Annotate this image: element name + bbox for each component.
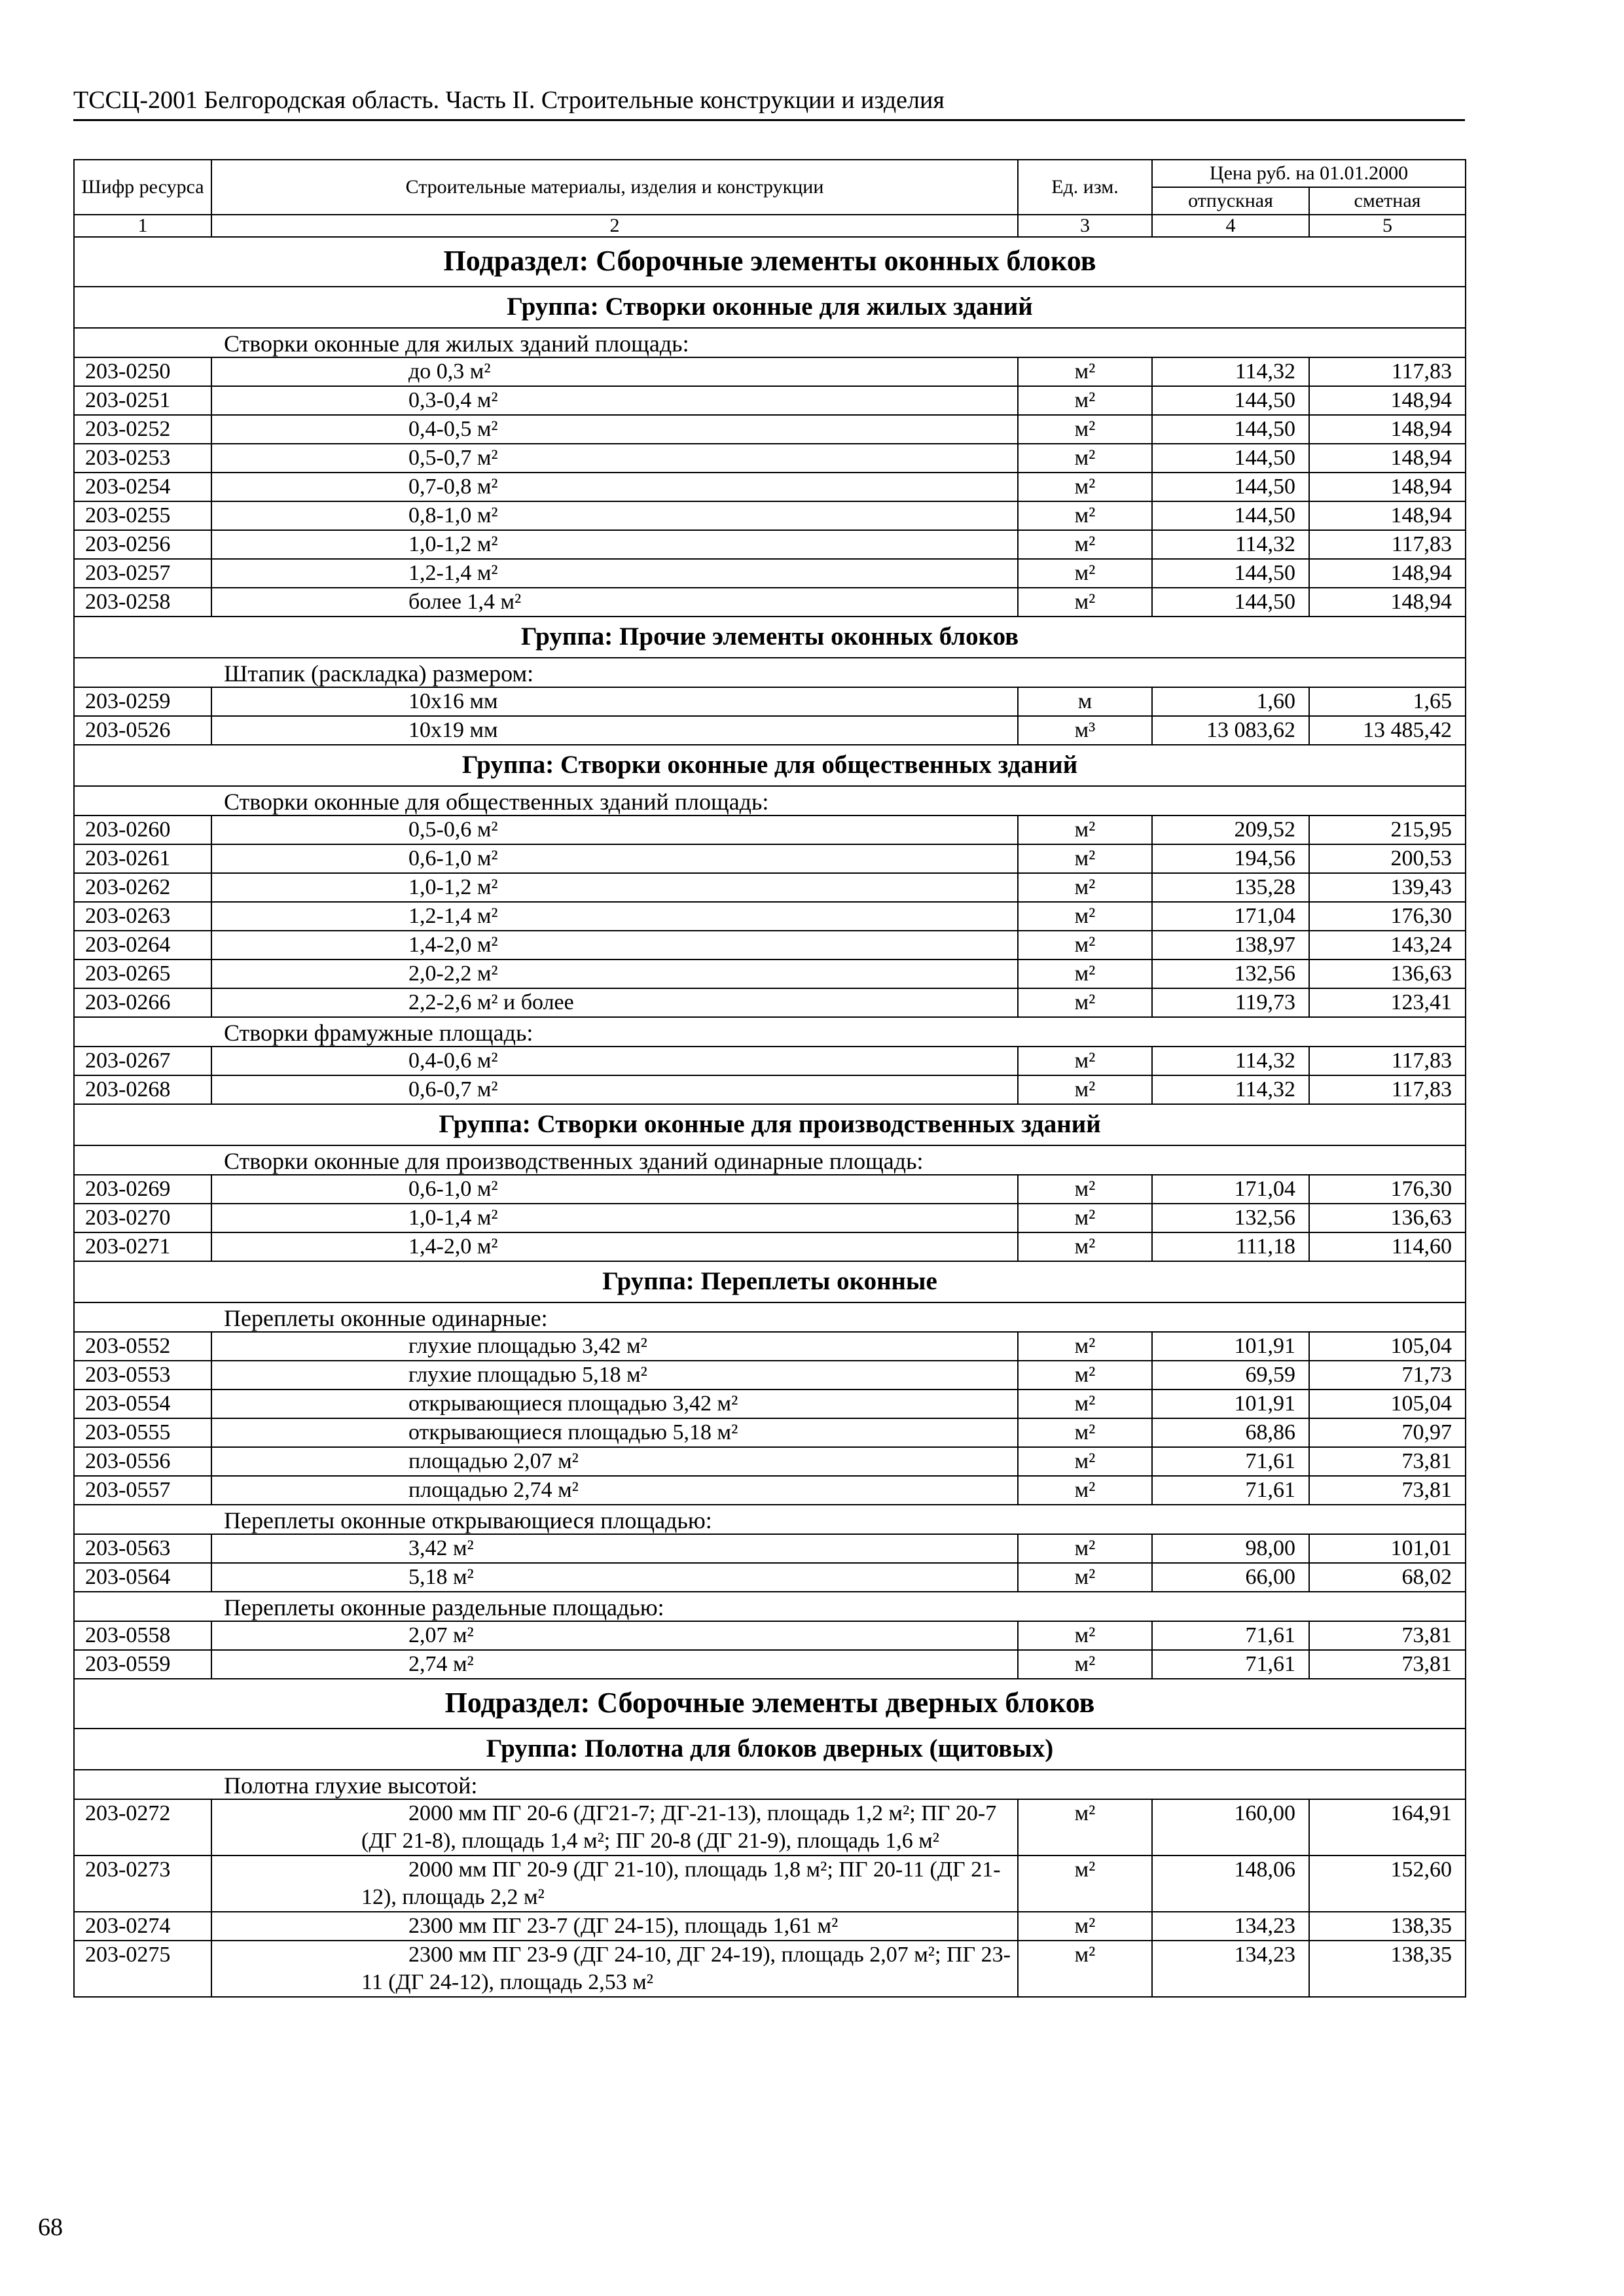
unit-cell: м² xyxy=(1018,386,1152,415)
item-name: открывающиеся площадью 5,18 м² xyxy=(211,1418,1018,1447)
estimate-price: 215,95 xyxy=(1309,816,1466,844)
category-caption: Створки оконные для общественных зданий площадь: xyxy=(74,786,1466,816)
item-name: 0,6-0,7 м² xyxy=(211,1075,1018,1104)
estimate-price: 139,43 xyxy=(1309,873,1466,902)
category-row xyxy=(74,1145,1466,1175)
unit-cell: м² xyxy=(1018,1232,1152,1261)
resource-code: 203-0261 xyxy=(74,844,211,873)
category-row xyxy=(74,1017,1466,1047)
unit-cell: м² xyxy=(1018,1332,1152,1361)
item-name: 2300 мм ПГ 23-7 (ДГ 24-15), площадь 1,61 м² xyxy=(211,1912,1018,1941)
estimate-price: 117,83 xyxy=(1309,530,1466,559)
group-heading: Группа: Створки оконные для жилых зданий xyxy=(74,287,1466,328)
estimate-price: 164,91 xyxy=(1309,1799,1466,1856)
resource-code: 203-0259 xyxy=(74,687,211,716)
release-price: 134,23 xyxy=(1152,1941,1309,1997)
estimate-price: 148,94 xyxy=(1309,386,1466,415)
unit-cell: м² xyxy=(1018,1447,1152,1476)
subsection-row xyxy=(74,237,1466,287)
table-row xyxy=(74,473,1466,501)
group-heading: Группа: Прочие элементы оконных блоков xyxy=(74,617,1466,658)
release-price: 144,50 xyxy=(1152,386,1309,415)
resource-code: 203-0270 xyxy=(74,1204,211,1232)
category-row xyxy=(74,786,1466,816)
item-name: открывающиеся площадью 3,42 м² xyxy=(211,1390,1018,1418)
estimate-price: 148,94 xyxy=(1309,444,1466,473)
release-price: 111,18 xyxy=(1152,1232,1309,1261)
estimate-price: 148,94 xyxy=(1309,588,1466,617)
category-row xyxy=(74,658,1466,687)
item-name: 10х16 мм xyxy=(211,687,1018,716)
category-row xyxy=(74,1302,1466,1332)
resource-code: 203-0555 xyxy=(74,1418,211,1447)
unit-cell: м² xyxy=(1018,1621,1152,1650)
unit-cell: м² xyxy=(1018,1418,1152,1447)
table-row xyxy=(74,873,1466,902)
release-price: 135,28 xyxy=(1152,873,1309,902)
estimate-price: 70,97 xyxy=(1309,1418,1466,1447)
resource-code: 203-0559 xyxy=(74,1650,211,1679)
item-name: 2300 мм ПГ 23-9 (ДГ 24-10, ДГ 24-19), площадь 2,07 м²; ПГ 23-11 (ДГ 24-12), площадь 2,53 м² xyxy=(211,1941,1018,1997)
resource-code: 203-0253 xyxy=(74,444,211,473)
resource-code: 203-0564 xyxy=(74,1563,211,1592)
estimate-price: 105,04 xyxy=(1309,1390,1466,1418)
table-row xyxy=(74,1047,1466,1075)
estimate-price: 136,63 xyxy=(1309,1204,1466,1232)
unit-cell: м² xyxy=(1018,444,1152,473)
item-name: 0,4-0,5 м² xyxy=(211,415,1018,444)
unit-cell: м² xyxy=(1018,1047,1152,1075)
item-name: 1,0-1,4 м² xyxy=(211,1204,1018,1232)
item-name: 1,2-1,4 м² xyxy=(211,559,1018,588)
unit-cell: м² xyxy=(1018,588,1152,617)
subsection-heading: Подраздел: Сборочные элементы дверных блоков xyxy=(74,1679,1466,1729)
unit-cell: м² xyxy=(1018,873,1152,902)
release-price: 132,56 xyxy=(1152,960,1309,988)
table-row xyxy=(74,1418,1466,1447)
release-price: 71,61 xyxy=(1152,1447,1309,1476)
item-name: 0,5-0,7 м² xyxy=(211,444,1018,473)
release-price: 160,00 xyxy=(1152,1799,1309,1856)
col-header-unit: Ед. изм. xyxy=(1018,160,1152,215)
release-price: 71,61 xyxy=(1152,1476,1309,1505)
unit-cell: м² xyxy=(1018,1390,1152,1418)
resource-code: 203-0556 xyxy=(74,1447,211,1476)
release-price: 114,32 xyxy=(1152,1047,1309,1075)
release-price: 148,06 xyxy=(1152,1856,1309,1912)
resource-code: 203-0269 xyxy=(74,1175,211,1204)
table-row xyxy=(74,415,1466,444)
table-row xyxy=(74,1621,1466,1650)
table-row xyxy=(74,1232,1466,1261)
unit-cell: м xyxy=(1018,687,1152,716)
col-header-price: Цена руб. на 01.01.2000 xyxy=(1152,160,1466,187)
group-row xyxy=(74,745,1466,786)
subsection-heading: Подраздел: Сборочные элементы оконных блоков xyxy=(74,237,1466,287)
unit-cell: м² xyxy=(1018,559,1152,588)
item-name: глухие площадью 5,18 м² xyxy=(211,1361,1018,1390)
group-heading: Группа: Створки оконные для производственных зданий xyxy=(74,1104,1466,1145)
item-name: 2,2-2,6 м² и более xyxy=(211,988,1018,1017)
table-row xyxy=(74,988,1466,1017)
resource-code: 203-0262 xyxy=(74,873,211,902)
table-row xyxy=(74,1912,1466,1941)
unit-cell: м² xyxy=(1018,1204,1152,1232)
release-price: 132,56 xyxy=(1152,1204,1309,1232)
unit-cell: м² xyxy=(1018,1476,1152,1505)
release-price: 101,91 xyxy=(1152,1332,1309,1361)
estimate-price: 148,94 xyxy=(1309,559,1466,588)
resource-code: 203-0251 xyxy=(74,386,211,415)
group-heading: Группа: Переплеты оконные xyxy=(74,1261,1466,1302)
estimate-price: 143,24 xyxy=(1309,931,1466,960)
table-row xyxy=(74,816,1466,844)
estimate-price: 114,60 xyxy=(1309,1232,1466,1261)
resource-code: 203-0553 xyxy=(74,1361,211,1390)
item-name: 1,4-2,0 м² xyxy=(211,931,1018,960)
table-row xyxy=(74,902,1466,931)
category-caption: Створки оконные для жилых зданий площадь: xyxy=(74,328,1466,357)
running-header: ТССЦ-2001 Белгородская область. Часть II. Строительные конструкции и изделия xyxy=(73,84,1465,121)
resource-code: 203-0563 xyxy=(74,1534,211,1563)
release-price: 71,61 xyxy=(1152,1621,1309,1650)
resource-code: 203-0255 xyxy=(74,501,211,530)
item-name: 2,0-2,2 м² xyxy=(211,960,1018,988)
resource-code: 203-0274 xyxy=(74,1912,211,1941)
estimate-price: 73,81 xyxy=(1309,1447,1466,1476)
estimate-price: 148,94 xyxy=(1309,473,1466,501)
table-row xyxy=(74,444,1466,473)
unit-cell: м² xyxy=(1018,816,1152,844)
unit-cell: м² xyxy=(1018,1175,1152,1204)
item-name: 2000 мм ПГ 20-6 (ДГ21-7; ДГ-21-13), площадь 1,2 м²; ПГ 20-7 (ДГ 21-8), площадь 1,4 м²; ПГ 20-8 (ДГ 21-9), площадь 1,6 м² xyxy=(211,1799,1018,1856)
resource-code: 203-0273 xyxy=(74,1856,211,1912)
unit-cell: м³ xyxy=(1018,716,1152,745)
estimate-price: 1,65 xyxy=(1309,687,1466,716)
category-row xyxy=(74,328,1466,357)
unit-cell: м² xyxy=(1018,1075,1152,1104)
unit-cell: м² xyxy=(1018,1361,1152,1390)
table-row xyxy=(74,960,1466,988)
resource-code: 203-0258 xyxy=(74,588,211,617)
release-price: 71,61 xyxy=(1152,1650,1309,1679)
col-header-release: отпускная xyxy=(1152,187,1309,215)
group-row xyxy=(74,1261,1466,1302)
table-row xyxy=(74,1332,1466,1361)
table-row xyxy=(74,588,1466,617)
item-name: 0,8-1,0 м² xyxy=(211,501,1018,530)
unit-cell: м² xyxy=(1018,530,1152,559)
table-row xyxy=(74,1563,1466,1592)
estimate-price: 123,41 xyxy=(1309,988,1466,1017)
table-row xyxy=(74,530,1466,559)
unit-cell: м² xyxy=(1018,1941,1152,1997)
release-price: 13 083,62 xyxy=(1152,716,1309,745)
estimate-price: 138,35 xyxy=(1309,1941,1466,1997)
item-name: 0,7-0,8 м² xyxy=(211,473,1018,501)
estimate-price: 138,35 xyxy=(1309,1912,1466,1941)
release-price: 171,04 xyxy=(1152,1175,1309,1204)
resource-code: 203-0266 xyxy=(74,988,211,1017)
group-row xyxy=(74,1729,1466,1770)
release-price: 144,50 xyxy=(1152,588,1309,617)
category-caption: Штапик (раскладка) размером: xyxy=(74,658,1466,687)
release-price: 68,86 xyxy=(1152,1418,1309,1447)
item-name: 1,0-1,2 м² xyxy=(211,530,1018,559)
estimate-price: 13 485,42 xyxy=(1309,716,1466,745)
release-price: 119,73 xyxy=(1152,988,1309,1017)
table-row xyxy=(74,559,1466,588)
resource-code: 203-0257 xyxy=(74,559,211,588)
table-row xyxy=(74,716,1466,745)
estimate-price: 136,63 xyxy=(1309,960,1466,988)
table-row xyxy=(74,1476,1466,1505)
resource-code: 203-0263 xyxy=(74,902,211,931)
item-name: площадью 2,07 м² xyxy=(211,1447,1018,1476)
resource-code: 203-0271 xyxy=(74,1232,211,1261)
estimate-price: 176,30 xyxy=(1309,902,1466,931)
estimate-price: 101,01 xyxy=(1309,1534,1466,1563)
table-row xyxy=(74,386,1466,415)
unit-cell: м² xyxy=(1018,1912,1152,1941)
col-number-4: 4 xyxy=(1152,215,1309,237)
release-price: 144,50 xyxy=(1152,473,1309,501)
item-name: 3,42 м² xyxy=(211,1534,1018,1563)
table-row xyxy=(74,501,1466,530)
release-price: 69,59 xyxy=(1152,1361,1309,1390)
release-price: 66,00 xyxy=(1152,1563,1309,1592)
release-price: 114,32 xyxy=(1152,1075,1309,1104)
resource-code: 203-0267 xyxy=(74,1047,211,1075)
estimate-price: 148,94 xyxy=(1309,415,1466,444)
estimate-price: 200,53 xyxy=(1309,844,1466,873)
resource-code: 203-0252 xyxy=(74,415,211,444)
subsection-row xyxy=(74,1679,1466,1729)
estimate-price: 152,60 xyxy=(1309,1856,1466,1912)
unit-cell: м² xyxy=(1018,1563,1152,1592)
release-price: 171,04 xyxy=(1152,902,1309,931)
estimate-price: 176,30 xyxy=(1309,1175,1466,1204)
resource-code: 203-0256 xyxy=(74,530,211,559)
unit-cell: м² xyxy=(1018,473,1152,501)
item-name: 0,6-1,0 м² xyxy=(211,844,1018,873)
group-heading: Группа: Створки оконные для общественных зданий xyxy=(74,745,1466,786)
col-header-estimate: сметная xyxy=(1309,187,1466,215)
item-name: площадью 2,74 м² xyxy=(211,1476,1018,1505)
group-heading: Группа: Полотна для блоков дверных (щитовых) xyxy=(74,1729,1466,1770)
estimate-price: 148,94 xyxy=(1309,501,1466,530)
unit-cell: м² xyxy=(1018,1799,1152,1856)
unit-cell: м² xyxy=(1018,501,1152,530)
category-caption: Полотна глухие высотой: xyxy=(74,1770,1466,1799)
table-row xyxy=(74,1534,1466,1563)
item-name: 5,18 м² xyxy=(211,1563,1018,1592)
estimate-price: 117,83 xyxy=(1309,357,1466,386)
table-row xyxy=(74,931,1466,960)
release-price: 144,50 xyxy=(1152,415,1309,444)
table-row xyxy=(74,357,1466,386)
item-name: глухие площадью 3,42 м² xyxy=(211,1332,1018,1361)
category-caption: Створки оконные для производственных зданий одинарные площадь: xyxy=(74,1145,1466,1175)
table-row xyxy=(74,1856,1466,1912)
resource-code: 203-0260 xyxy=(74,816,211,844)
table-row xyxy=(74,1204,1466,1232)
resource-code: 203-0250 xyxy=(74,357,211,386)
col-number-1: 1 xyxy=(74,215,211,237)
unit-cell: м² xyxy=(1018,931,1152,960)
resource-code: 203-0557 xyxy=(74,1476,211,1505)
category-row xyxy=(74,1505,1466,1534)
estimate-price: 105,04 xyxy=(1309,1332,1466,1361)
release-price: 144,50 xyxy=(1152,559,1309,588)
table-row xyxy=(74,1390,1466,1418)
release-price: 134,23 xyxy=(1152,1912,1309,1941)
estimate-price: 117,83 xyxy=(1309,1047,1466,1075)
category-row xyxy=(74,1770,1466,1799)
col-number-5: 5 xyxy=(1309,215,1466,237)
resource-code: 203-0526 xyxy=(74,716,211,745)
category-caption: Переплеты оконные одинарные: xyxy=(74,1302,1466,1332)
resource-code: 203-0554 xyxy=(74,1390,211,1418)
unit-cell: м² xyxy=(1018,1650,1152,1679)
release-price: 114,32 xyxy=(1152,357,1309,386)
table-row xyxy=(74,1941,1466,1997)
item-name: 2,07 м² xyxy=(211,1621,1018,1650)
item-name: 10х19 мм xyxy=(211,716,1018,745)
category-caption: Переплеты оконные раздельные площадью: xyxy=(74,1592,1466,1621)
unit-cell: м² xyxy=(1018,960,1152,988)
col-number-3: 3 xyxy=(1018,215,1152,237)
category-row xyxy=(74,1592,1466,1621)
item-name: 1,4-2,0 м² xyxy=(211,1232,1018,1261)
estimate-price: 117,83 xyxy=(1309,1075,1466,1104)
item-name: 0,4-0,6 м² xyxy=(211,1047,1018,1075)
unit-cell: м² xyxy=(1018,988,1152,1017)
resource-code: 203-0264 xyxy=(74,931,211,960)
table-row xyxy=(74,1175,1466,1204)
unit-cell: м² xyxy=(1018,1856,1152,1912)
category-caption: Створки фрамужные площадь: xyxy=(74,1017,1466,1047)
table-header-row xyxy=(74,160,1466,187)
group-row xyxy=(74,617,1466,658)
unit-cell: м² xyxy=(1018,1534,1152,1563)
release-price: 114,32 xyxy=(1152,530,1309,559)
unit-cell: м² xyxy=(1018,357,1152,386)
item-name: 2,74 м² xyxy=(211,1650,1018,1679)
release-price: 138,97 xyxy=(1152,931,1309,960)
estimate-price: 71,73 xyxy=(1309,1361,1466,1390)
price-table xyxy=(73,159,1466,1998)
table-row xyxy=(74,844,1466,873)
col-number-2: 2 xyxy=(211,215,1018,237)
resource-code: 203-0272 xyxy=(74,1799,211,1856)
release-price: 98,00 xyxy=(1152,1534,1309,1563)
resource-code: 203-0558 xyxy=(74,1621,211,1650)
estimate-price: 73,81 xyxy=(1309,1650,1466,1679)
table-row xyxy=(74,1075,1466,1104)
col-header-code: Шифр ресурса xyxy=(74,160,211,215)
resource-code: 203-0275 xyxy=(74,1941,211,1997)
item-name: 0,6-1,0 м² xyxy=(211,1175,1018,1204)
resource-code: 203-0552 xyxy=(74,1332,211,1361)
estimate-price: 73,81 xyxy=(1309,1621,1466,1650)
col-header-name: Строительные материалы, изделия и конструкции xyxy=(211,160,1018,215)
item-name: 0,5-0,6 м² xyxy=(211,816,1018,844)
item-name: 0,3-0,4 м² xyxy=(211,386,1018,415)
resource-code: 203-0254 xyxy=(74,473,211,501)
estimate-price: 68,02 xyxy=(1309,1563,1466,1592)
release-price: 144,50 xyxy=(1152,501,1309,530)
item-name: 1,0-1,2 м² xyxy=(211,873,1018,902)
group-row xyxy=(74,1104,1466,1145)
group-row xyxy=(74,287,1466,328)
unit-cell: м² xyxy=(1018,902,1152,931)
resource-code: 203-0265 xyxy=(74,960,211,988)
release-price: 101,91 xyxy=(1152,1390,1309,1418)
release-price: 194,56 xyxy=(1152,844,1309,873)
item-name: 1,2-1,4 м² xyxy=(211,902,1018,931)
item-name: 2000 мм ПГ 20-9 (ДГ 21-10), площадь 1,8 м²; ПГ 20-11 (ДГ 21-12), площадь 2,2 м² xyxy=(211,1856,1018,1912)
column-numbers-row xyxy=(74,215,1466,237)
page-number: 68 xyxy=(38,2214,63,2241)
release-price: 1,60 xyxy=(1152,687,1309,716)
item-name: до 0,3 м² xyxy=(211,357,1018,386)
table-row xyxy=(74,1650,1466,1679)
release-price: 144,50 xyxy=(1152,444,1309,473)
unit-cell: м² xyxy=(1018,844,1152,873)
unit-cell: м² xyxy=(1018,415,1152,444)
table-row xyxy=(74,1361,1466,1390)
estimate-price: 73,81 xyxy=(1309,1476,1466,1505)
item-name: более 1,4 м² xyxy=(211,588,1018,617)
table-row xyxy=(74,687,1466,716)
release-price: 209,52 xyxy=(1152,816,1309,844)
resource-code: 203-0268 xyxy=(74,1075,211,1104)
table-row xyxy=(74,1447,1466,1476)
table-row xyxy=(74,1799,1466,1856)
category-caption: Переплеты оконные открывающиеся площадью: xyxy=(74,1505,1466,1534)
